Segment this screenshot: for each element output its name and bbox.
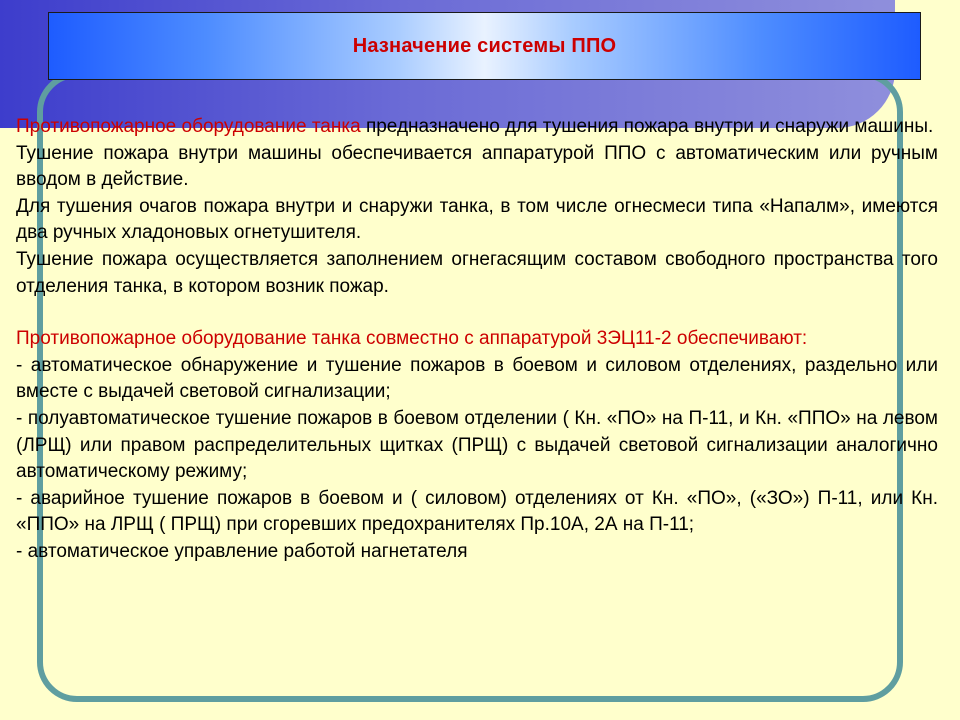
paragraph-lead: Противопожарное оборудование танка xyxy=(16,116,361,137)
paragraph-hand-extinguishers: Для тушения очагов пожара внутри и снаружи танка, в том числе огнесмеси типа «Напалм», имеются два ручных хладоновых огнетушителя. xyxy=(16,195,938,244)
title-banner xyxy=(48,12,921,80)
list-item: - аварийное тушение пожаров в боевом и ( силовом) отделениях от Кн. «ПО», («ЗО») П-11, или Кн. «ППО» на ЛРЩ ( ПРЩ) при сгоревших предохранителях Пр.10А, 2А на П-11; xyxy=(16,487,938,536)
list-item: - полуавтоматическое тушение пожаров в боевом отделении ( Кн. «ПО» на П-11, и Кн. «ППО» на левом (ЛРЩ) или правом распределительных щитках (ПРЩ) с выдачей световой сигнализации аналогично автоматическому режиму; xyxy=(16,407,938,483)
paragraph-purpose xyxy=(16,114,938,141)
slide-content xyxy=(16,114,938,566)
paragraph-text: предназначено для тушения пожара внутри и снаружи машины. xyxy=(360,116,934,137)
paragraph-extinguishing-method: Тушение пожара осуществляется заполнением огнегасящим составом свободного пространства того отделения танка, в котором возник пожар. xyxy=(16,248,938,297)
section-heading: Противопожарное оборудование танка совместно с аппаратурой 3ЭЦ11-2 обеспечивают: xyxy=(16,328,808,350)
list-item: - автоматическое обнаружение и тушение пожаров в боевом и силовом отделениях, раздельно или вместе с выдачей световой сигнализации; xyxy=(16,354,938,403)
spacer xyxy=(16,300,938,326)
paragraph-inside-extinguishing: Тушение пожара внутри машины обеспечивается аппаратурой ППО с автоматическим или ручным вводом в действие. xyxy=(16,142,938,191)
slide-title: Назначение системы ППО xyxy=(352,34,617,57)
list-item: - автоматическое управление работой нагнетателя xyxy=(16,540,468,562)
